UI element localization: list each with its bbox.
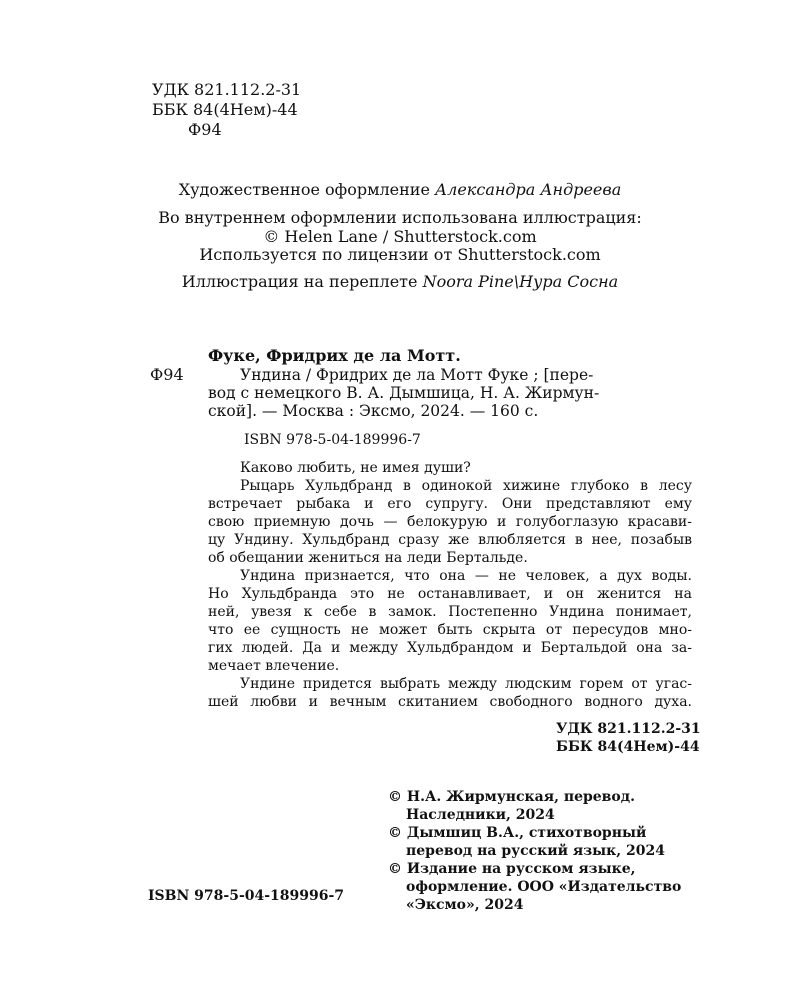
annotation-line: Ундине придется выбрать между людским горем от угас-: [240, 676, 692, 692]
annotation-udk: УДК 821.112.2-31: [556, 721, 701, 737]
copyright-line: © Издание на русском языке,: [388, 861, 636, 877]
annotation-line: мечает влечение.: [208, 658, 340, 674]
catalog-isbn: ISBN 978-5-04-189996-7: [244, 432, 421, 448]
copyright-line: «Эксмо», 2024: [406, 897, 524, 913]
annotation-bbk: ББК 84(4Нем)-44: [556, 739, 700, 755]
annotation-line: Каково любить, не имея души?: [240, 460, 471, 476]
inner-illustration-line2: © Helen Lane / Shutterstock.com: [263, 227, 537, 246]
inner-illustration-line1: Во внутреннем оформлении использована иллюстрация:: [158, 208, 642, 227]
copyright-line: Наследники, 2024: [406, 807, 555, 823]
annotation-line: гих людей. Да и между Хульдбрандом и Бертальдой она за-: [208, 640, 692, 656]
author-code: Ф94: [188, 120, 222, 139]
annotation-line: что ее сущность не может быть скрыта от пересудов мно-: [208, 622, 692, 638]
copyright-line: © Н.А. Жирмунская, перевод.: [388, 789, 635, 805]
design-credit-label: Художественное оформление: [178, 180, 436, 199]
copyright-line: оформление. ООО «Издательство: [406, 879, 682, 895]
annotation-line: об обещании жениться на леди Бертальде.: [208, 550, 528, 566]
annotation-line: Но Хульдбранда это не останавливает, и он женится на: [208, 586, 692, 602]
copyright-line: © Дымшиц В.А., стихотворный: [388, 825, 647, 841]
cover-illustration-credit: [0, 272, 800, 292]
cover-credit-label: Иллюстрация на переплете: [181, 272, 423, 291]
catalog-code: Ф94: [150, 365, 184, 384]
annotation-line: ней, увезя к себе в замок. Постепенно Ундина понимает,: [208, 604, 692, 620]
annotation-line: Ундина признается, что она — не человек, а дух воды.: [240, 568, 692, 584]
annotation-line: свою приемную дочь — белокурую и голубоглазую красави-: [208, 514, 692, 530]
annotation-line: шей любви и вечным скитанием свободного водного духа.: [208, 694, 692, 710]
annotation-line: цу Ундину. Хульдбранд сразу же влюбляется в нее, позабыв: [208, 532, 692, 548]
copyright-line: перевод на русский язык, 2024: [406, 843, 665, 859]
annotation-line: Рыцарь Хульдбранд в одинокой хижине глубоко в лесу: [240, 478, 692, 494]
udk-code: УДК 821.112.2-31: [152, 80, 302, 99]
cover-credit-name: Noora Pine\Нура Сосна: [422, 272, 619, 291]
catalog-entry-line3: ской]. — Москва : Эксмо, 2024. — 160 с.: [208, 402, 539, 420]
annotation-line: встречает рыбака и его супругу. Они представляют ему: [208, 496, 692, 512]
inner-illustration-line3: Используется по лицензии от Shutterstock.com: [199, 245, 601, 264]
design-credit-name: Александра Андреева: [435, 180, 622, 199]
design-credit: [0, 180, 800, 200]
bbk-code: ББК 84(4Нем)-44: [152, 100, 298, 119]
catalog-entry-line1: Ундина / Фридрих де ла Мотт Фуке ; [пере-: [240, 366, 594, 384]
catalog-entry-line2: вод с немецкого В. А. Дымшица, Н. А. Жирмун-: [208, 384, 600, 402]
author-heading: Фуке, Фридрих де ла Мотт.: [208, 346, 461, 365]
footer-isbn: ISBN 978-5-04-189996-7: [148, 888, 345, 904]
